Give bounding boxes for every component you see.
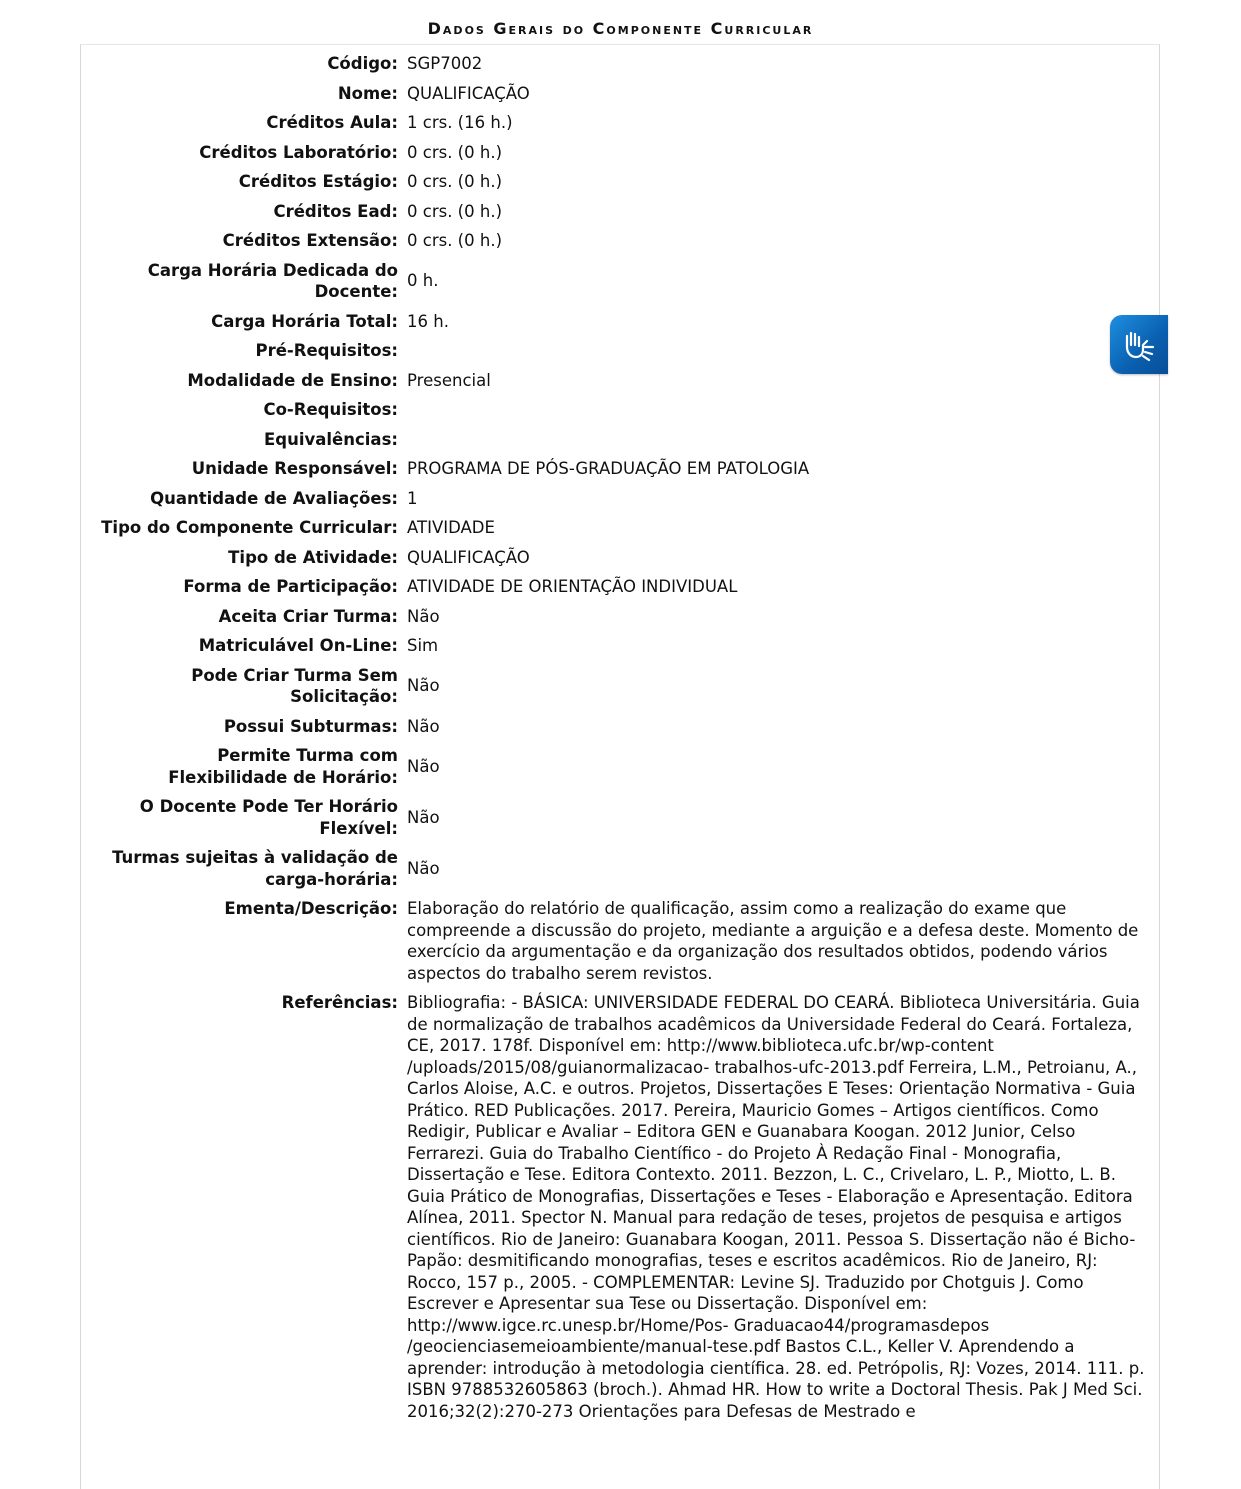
field-row-co-requisitos xyxy=(94,396,1159,426)
field-value: 0 crs. (0 h.) xyxy=(407,172,503,191)
field-value: 0 h. xyxy=(407,271,439,291)
accessibility-sign-language-button[interactable] xyxy=(1110,315,1168,374)
field-value xyxy=(403,396,1159,426)
field-value: Não xyxy=(407,716,440,736)
field-row-pode-criar-turma-sem-solicitacao xyxy=(94,662,1159,713)
field-value: QUALIFICAÇÃO xyxy=(407,83,530,103)
field-row-carga-horaria-total xyxy=(94,308,1159,338)
field-value: QUALIFICAÇÃO xyxy=(407,547,530,567)
component-details-table xyxy=(94,50,1159,1427)
field-value: Não xyxy=(407,606,440,626)
field-row-aceita-criar-turma xyxy=(94,603,1159,633)
field-value: Bibliografia: - BÁSICA: UNIVERSIDADE FEDERAL DO CEARÁ. Biblioteca Universitária. Guia de normalização de trabalhos acadêmicos da Universidade Federal do Ceará. Fortaleza, CE, 2017. 178f. Disponível em: http://www.biblioteca.ufc.br/wp-content /uploads/2015/08/guianormalizacao- trabalhos-ufc-2013.pdf Ferreira, L.M., Petroianu, A., Carlos Aloise, A.C. e outros. Projetos, Dissertações E Teses: Orientação Normativa - Guia Prático. RED Publicações. 2017. Pereira, Mauricio Gomes – Artigos científicos. Como Redigir, Publicar e Avaliar – Editora GEN e Guanabara Koogan. 2012 Junior, Celso Ferrarezi. Guia do Trabalho Científico - do Projeto À Redação Final - Monografia, Dissertação e Tese. Editora Contexto. 2011. Bezzon, L. C., Crivelaro, L. P., Miotto, L. B. Guia Prático de Monografias, Dissertações e Teses - Elaboração e Apresentação. Editora Alínea, 2011. Spector N. Manual para redação de teses, projetos de pesquisa e artigos científicos. Rio de Janeiro: Guanabara Koogan, 2011. Pessoa S. Dissertação não é Bicho-Papão: desmitificando monografias, teses e escritos acadêmicos. Rio de Janeiro, RJ: Rocco, 157 p., 2005. - COMPLEMENTAR: Levine SJ. Traduzido por Chotguis J. Como Escrever e Apresentar sua Tese ou Dissertação. Disponível em: http://www.igce.rc.unesp.br/Home/Pos- Graduacao44/programasdepos /geocienciasemeioambiente/manual-tese.pdf Bastos C.L., Keller V. Aprendendo a aprender: introdução à metodologia científica. 28. ed. Petrópolis, RJ: Vozes, 2014. 111. p. ISBN 9788532605863 (broch.). Ahmad HR. How to write a Doctoral Thesis. Pak J Med Sci. 2016;32(2):270-273 Orientações para Defesas de Mestrado e xyxy=(407,993,1145,1421)
field-label: Carga Horária Dedicada do Docente: xyxy=(147,260,398,301)
field-row-creditos-aula xyxy=(94,109,1159,139)
field-row-turmas-validacao-carga-horaria xyxy=(94,844,1159,895)
field-row-unidade-responsavel xyxy=(94,455,1159,485)
field-value: SGP7002 xyxy=(407,54,483,73)
field-value: Presencial xyxy=(407,370,491,390)
component-details-panel xyxy=(80,44,1160,1489)
field-label: Nome: xyxy=(337,83,398,103)
field-label: Pode Criar Turma Sem Solicitação: xyxy=(191,665,398,706)
field-label: Unidade Responsável: xyxy=(191,459,398,478)
field-row-creditos-laboratorio xyxy=(94,139,1159,169)
page-title: Dados Gerais do Componente Curricular xyxy=(427,19,814,38)
field-row-pre-requisitos xyxy=(94,337,1159,367)
field-row-creditos-estagio xyxy=(94,168,1159,198)
field-label: Referências: xyxy=(281,993,398,1012)
field-value xyxy=(403,337,1159,367)
field-label: Créditos Ead: xyxy=(273,201,398,221)
field-label: Carga Horária Total: xyxy=(211,311,398,331)
field-row-modalidade-ensino xyxy=(94,367,1159,397)
field-label: Aceita Criar Turma: xyxy=(218,606,398,626)
field-value: 0 crs. (0 h.) xyxy=(407,142,503,162)
field-value: Não xyxy=(407,676,440,696)
field-row-forma-participacao xyxy=(94,573,1159,603)
field-label: Co-Requisitos: xyxy=(263,400,398,419)
field-value: PROGRAMA DE PÓS-GRADUAÇÃO EM PATOLOGIA xyxy=(407,459,810,478)
field-label: Turmas sujeitas à validação de carga-horária: xyxy=(112,848,398,889)
field-label: Código: xyxy=(327,54,398,73)
field-row-equivalencias xyxy=(94,426,1159,456)
field-row-creditos-ead xyxy=(94,198,1159,228)
field-row-carga-horaria-docente xyxy=(94,257,1159,308)
field-value: 1 crs. (16 h.) xyxy=(407,113,513,132)
field-row-possui-subturmas xyxy=(94,713,1159,743)
field-value xyxy=(403,426,1159,456)
field-value: 0 crs. (0 h.) xyxy=(407,201,503,221)
field-label: Quantidade de Avaliações: xyxy=(150,488,398,508)
field-value: ATIVIDADE DE ORIENTAÇÃO INDIVIDUAL xyxy=(407,577,738,596)
sign-language-hands-icon xyxy=(1121,327,1157,363)
field-value: 0 crs. (0 h.) xyxy=(407,231,503,250)
field-row-permite-flexibilidade-horario xyxy=(94,742,1159,793)
field-label: Créditos Extensão: xyxy=(222,231,398,250)
field-row-nome xyxy=(94,80,1159,110)
field-value: Não xyxy=(407,756,440,776)
field-value: Não xyxy=(407,807,440,827)
field-label: Permite Turma com Flexibilidade de Horário: xyxy=(168,746,398,787)
field-label: Possui Subturmas: xyxy=(223,716,398,736)
field-label: Créditos Estágio: xyxy=(238,172,398,191)
field-label: Créditos Aula: xyxy=(266,113,398,132)
field-label: Pré-Requisitos: xyxy=(255,341,398,360)
field-row-quantidade-avaliacoes xyxy=(94,485,1159,515)
field-label: Matriculável On-Line: xyxy=(198,636,398,655)
field-row-docente-horario-flexivel xyxy=(94,793,1159,844)
field-label: Modalidade de Ensino: xyxy=(187,370,398,390)
field-row-ementa xyxy=(94,895,1159,989)
field-row-codigo xyxy=(94,50,1159,80)
field-row-referencias xyxy=(94,989,1159,1427)
field-label: Equivalências: xyxy=(264,429,398,449)
field-value: ATIVIDADE xyxy=(407,518,495,537)
field-row-tipo-atividade xyxy=(94,544,1159,574)
field-label: Forma de Participação: xyxy=(183,577,398,596)
field-row-tipo-componente xyxy=(94,514,1159,544)
field-label: Créditos Laboratório: xyxy=(199,142,398,162)
field-label: Ementa/Descrição: xyxy=(224,899,398,918)
field-row-matriculavel-online xyxy=(94,632,1159,662)
field-value: 16 h. xyxy=(407,311,449,331)
field-value: 1 xyxy=(407,488,418,508)
field-label: Tipo do Componente Curricular: xyxy=(101,518,398,537)
field-value: Não xyxy=(407,858,440,878)
field-value: Elaboração do relatório de qualificação, assim como a realização do exame que compreende a discussão do projeto, mediante a arguição e a defesa deste. Momento de exercício da argumentação e da organização dos resultados obtidos, podendo vários aspectos do trabalho serem revistos. xyxy=(407,899,1139,983)
field-label: Tipo de Atividade: xyxy=(228,547,398,567)
field-value: Sim xyxy=(407,636,439,655)
field-row-creditos-extensao xyxy=(94,227,1159,257)
field-label: O Docente Pode Ter Horário Flexível: xyxy=(139,797,398,838)
